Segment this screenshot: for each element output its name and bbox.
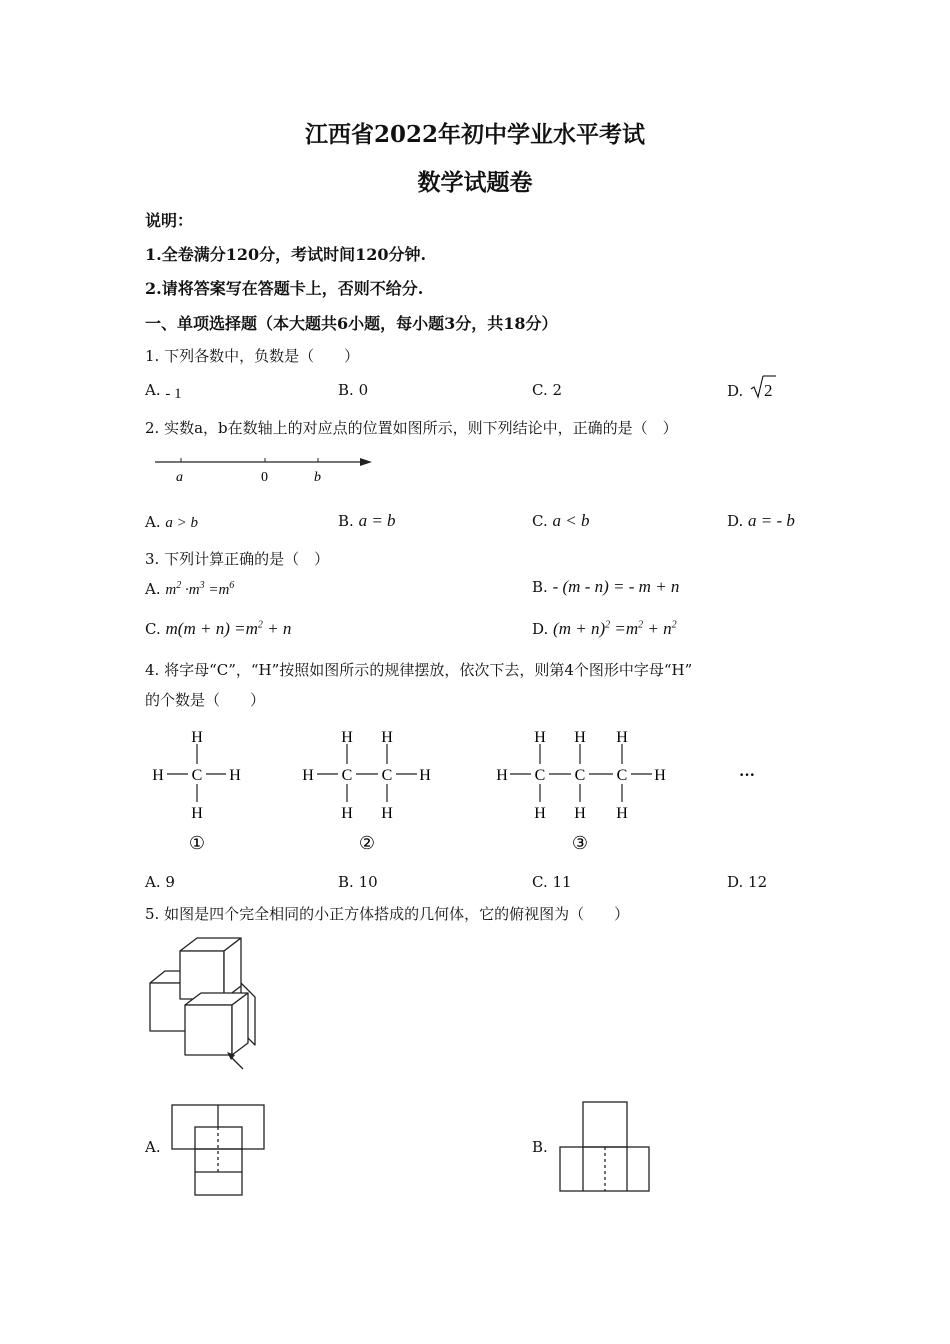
atom-h: H bbox=[191, 805, 203, 822]
cube-solid-figure bbox=[145, 933, 275, 1078]
q1-stem: 1. 下列各数中，负数是（ ） bbox=[145, 347, 360, 365]
atom-c: C bbox=[574, 767, 586, 784]
figure-label-2: ② bbox=[358, 833, 376, 853]
q4-option-d: D. 12 bbox=[727, 873, 768, 891]
atom-c: C bbox=[191, 767, 203, 784]
molecule-figure bbox=[140, 722, 820, 862]
atom-h: H bbox=[381, 805, 393, 822]
molecule-atoms bbox=[152, 729, 666, 822]
atom-h: H bbox=[574, 729, 586, 746]
atom-h: H bbox=[616, 729, 628, 746]
figure-label-1: ① bbox=[188, 833, 206, 853]
axis-label-zero: 0 bbox=[261, 470, 268, 485]
atom-h: H bbox=[341, 729, 353, 746]
atom-h: H bbox=[302, 767, 314, 784]
figure-label-3: ③ bbox=[571, 833, 589, 853]
q1-option-a: A. - 1 bbox=[145, 381, 182, 402]
q5-option-b-label: B. bbox=[532, 1138, 548, 1156]
q3-option-d: D. $(m + n)^2 =m^2 + n^2$ bbox=[532, 619, 677, 638]
q4-option-a: A. 9 bbox=[145, 873, 175, 891]
atom-c: C bbox=[616, 767, 628, 784]
atom-h: H bbox=[534, 805, 546, 822]
exam-title: 江西省2022年初中学业水平考试 bbox=[304, 121, 645, 148]
axis-label-a: a bbox=[176, 470, 183, 485]
q5-option-b-figure bbox=[558, 1100, 658, 1195]
atom-h: H bbox=[419, 767, 431, 784]
number-line-figure bbox=[150, 448, 390, 488]
atom-h: H bbox=[229, 767, 241, 784]
atom-h: H bbox=[152, 767, 164, 784]
instruction-item-1: 1.全卷满分120分，考试时间120分钟. bbox=[145, 245, 427, 264]
atom-h: H bbox=[654, 767, 666, 784]
q2-stem: 2. 实数a，b在数轴上的对应点的位置如图所示，则下列结论中，正确的是（ ） bbox=[145, 419, 678, 437]
q2-option-c: C. a < b bbox=[532, 511, 590, 530]
atom-h: H bbox=[616, 805, 628, 822]
q4-option-c: C. 11 bbox=[532, 873, 572, 891]
atom-h: H bbox=[341, 805, 353, 822]
instructions-heading: 说明： bbox=[145, 211, 194, 230]
q1-option-c: C. 2 bbox=[532, 381, 563, 399]
q2-option-a: A. a > b bbox=[145, 513, 199, 531]
atom-h: H bbox=[534, 729, 546, 746]
q4-option-b: B. 10 bbox=[338, 873, 378, 891]
atom-h: H bbox=[574, 805, 586, 822]
q3-option-c: C. $m(m + n) =m^2 + n$ bbox=[145, 619, 292, 638]
q4-stem-line2: 的个数是（ ） bbox=[145, 691, 266, 709]
atom-c: C bbox=[381, 767, 393, 784]
atom-h: H bbox=[381, 729, 393, 746]
q1-option-b: B. 0 bbox=[338, 381, 369, 399]
instruction-item-2: 2.请将答案写在答题卡上，否则不给分. bbox=[145, 279, 424, 298]
atom-h: H bbox=[191, 729, 203, 746]
q2-option-d: D. a = - b bbox=[727, 511, 795, 530]
atom-c: C bbox=[341, 767, 353, 784]
sqrt-icon bbox=[750, 375, 764, 399]
q3-option-a: A. $m^2 \cdot m^3 =m^6$ bbox=[145, 580, 235, 598]
q3-stem: 3. 下列计算正确的是（ ） bbox=[145, 550, 330, 568]
q1-option-d: D. 2 bbox=[727, 381, 773, 401]
q5-option-a-figure bbox=[170, 1103, 270, 1203]
ellipsis: ··· bbox=[738, 767, 756, 784]
q3-option-b: B. - (m - n) = - m + n bbox=[532, 577, 680, 596]
axis-label-b: b bbox=[314, 470, 321, 485]
exam-subtitle: 数学试题卷 bbox=[417, 169, 533, 196]
atom-c: C bbox=[534, 767, 546, 784]
section-heading: 一、单项选择题（本大题共6小题，每小题3分，共18分） bbox=[145, 314, 558, 333]
atom-h: H bbox=[496, 767, 508, 784]
q5-option-a-label: A. bbox=[145, 1138, 161, 1156]
q2-option-b: B. a = b bbox=[338, 511, 396, 530]
q5-stem: 5. 如图是四个完全相同的小正方体搭成的几何体，它的俯视图为（ ） bbox=[145, 905, 630, 923]
q4-stem-line1: 4. 将字母“C”，“H”按照如图所示的规律摆放，依次下去，则第4个图形中字母“H” bbox=[145, 661, 693, 679]
